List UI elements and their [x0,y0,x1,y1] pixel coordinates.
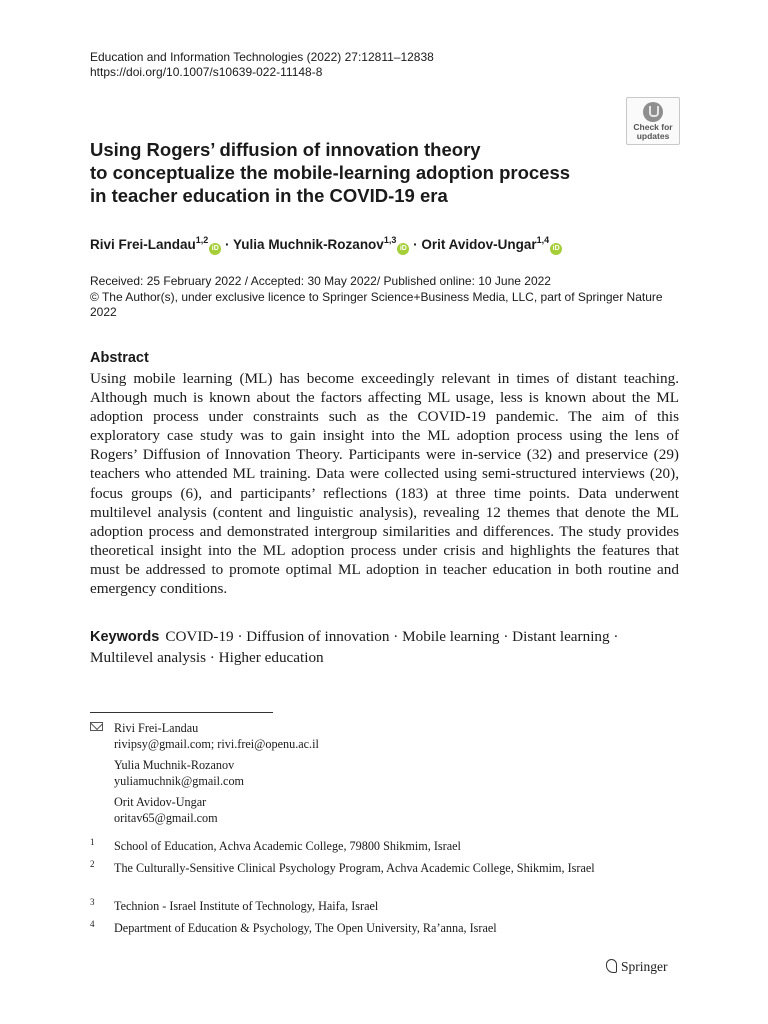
title-line-2: to conceptualize the mobile-learning adoption process [90,162,571,183]
keywords-text: COVID-19 · Diffusion of innovation · Mobile learning · Distant learning · Multilevel analysis · Higher education [90,628,619,666]
keywords-label: Keywords [90,629,160,645]
contact-email[interactable]: oritav65@gmail.com [114,811,218,825]
affiliation-text: The Culturally-Sensitive Clinical Psychology Program, Achva Academic College, Shikmim, Israel [114,861,595,875]
author-name[interactable]: Orit Avidov-Ungar [421,237,537,252]
author-separator: · [221,237,234,252]
dates-line: Received: 25 February 2022 / Accepted: 30 May 2022/ Published online: 10 June 2022 [90,274,551,288]
author-list [90,231,562,255]
orcid-icon[interactable]: iD [209,243,221,255]
badge-line-2: updates [636,131,670,141]
affiliation-text: Technion - Israel Institute of Technology, Haifa, Israel [114,899,379,913]
affiliation-text: Department of Education & Psychology, The Open University, Ra’anna, Israel [114,921,497,935]
abstract-heading: Abstract [90,350,149,366]
author-affil-sup: 1,4 [536,235,550,245]
check-for-updates-icon [643,102,663,122]
badge-line-1: Check for [633,122,673,132]
abstract-body: Using mobile learning (ML) has become exceedingly relevant in times of distant teaching. Although much is known about the factors affecting ML usage, less is known about the ML adoption process under constraints such as the COVID-19 pandemic. The aim of this exploratory case study was to gain insight into the ML adoption process using the lens of Rogers’ Diffusion of Innovation Theory. Participants were in-service (32) and preservice (29) teachers who attended ML training. Data were collected using semi-structured interviews (20), focus groups (6), and participants’ reflections (183) at three time points. Data underwent multilevel analysis (content and linguistic analysis), revealing 12 themes that denote the ML adoption process and demonstrated intergroup similarities and differences. The study provides theoretical insight into the ML adoption process under crisis and highlights the features that must be addressed to promote optimal ML adoption in teacher education in both routine and emergency conditions. [90,370,679,598]
affiliation-text: School of Education, Achva Academic College, 79800 Shikmim, Israel [114,839,461,853]
footnote-divider [90,712,273,713]
title-line-3: in teacher education in the COVID-19 era [90,185,448,206]
check-for-updates-badge[interactable] [626,97,680,145]
affiliation-number: 3 [90,897,95,907]
contact-entry [114,757,244,789]
journal-header [90,50,434,80]
keywords-block [90,627,679,667]
journal-citation: Education and Information Technologies (2022) 27:12811–12838 [90,50,434,64]
copyright-line: © The Author(s), under exclusive licence to Springer Science+Business Media, LLC, part of Springer Nature [90,289,663,304]
author-separator: · [409,237,422,252]
author-affil-sup: 1,2 [195,235,209,245]
contact-email[interactable]: rivipsy@gmail.com; rivi.frei@openu.ac.il [114,737,319,751]
author-name[interactable]: Rivi Frei-Landau [90,237,196,252]
contact-name: Rivi Frei-Landau [114,721,199,735]
affiliation-number: 4 [90,919,95,929]
publisher-logo [606,959,668,975]
article-title [90,138,630,207]
contact-email[interactable]: yuliamuchnik@gmail.com [114,774,245,788]
orcid-icon[interactable]: iD [397,243,409,255]
publication-dates [90,274,690,321]
affiliation-number: 1 [90,837,95,847]
author-affil-sup: 1,3 [383,235,397,245]
author-name[interactable]: Yulia Muchnik-Rozanov [233,237,384,252]
doi-link[interactable]: https://doi.org/10.1007/s10639-022-11148-8 [90,65,323,79]
contact-name: Orit Avidov-Ungar [114,795,207,809]
orcid-icon[interactable]: iD [550,243,562,255]
contact-entry [114,720,319,752]
affiliation-number: 2 [90,859,95,869]
mail-icon [90,722,103,731]
contact-entry [114,794,218,826]
title-line-1: Using Rogers’ diffusion of innovation theory [90,139,481,160]
publisher-name: Springer [621,959,668,974]
copyright-year: 2022 [90,305,117,319]
contact-name: Yulia Muchnik-Rozanov [114,758,235,772]
springer-horse-icon [606,959,617,973]
